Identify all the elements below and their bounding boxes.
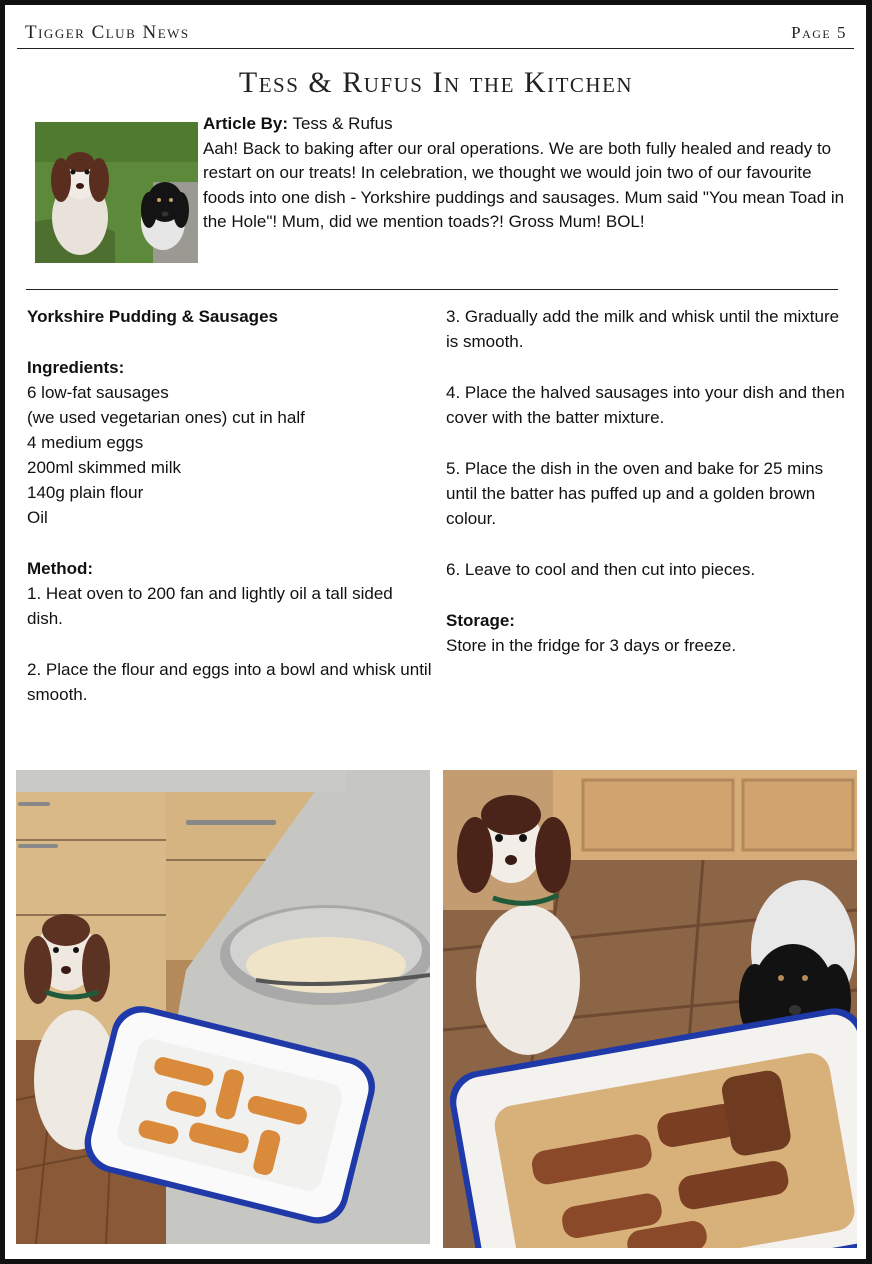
method-step: 1. Heat oven to 200 fan and lightly oil a tall sided dish. [27, 584, 393, 628]
storage-heading: Storage: [446, 611, 515, 630]
ingredient-item: 140g plain flour [27, 483, 144, 502]
author-photo-dogs [35, 122, 198, 263]
photo-dog-with-sausages [16, 770, 430, 1244]
ingredient-item: Oil [27, 508, 48, 527]
recipe-column-left [27, 304, 432, 733]
method-heading: Method: [27, 559, 94, 578]
running-header [25, 22, 847, 44]
intro-text: Aah! Back to baking after our oral operations. We are both fully healed and ready to restart on our treats! In celebration, we thought we would join two of our favourite foods into one dish - Yorkshire puddings and sausages. Mum said "You mean Toad in the Hole"! Mum, did we mention toads?! Gross Mum! BOL! [203, 138, 845, 231]
storage-text: Store in the fridge for 3 days or freeze. [446, 636, 737, 655]
article-intro [203, 112, 853, 235]
article-title: Tess & Rufus In the Kitchen [238, 66, 634, 99]
byline-label: Article By: [203, 114, 289, 133]
method-step: 2. Place the flour and eggs into a bowl and whisk until smooth. [27, 660, 432, 704]
method-step: 3. Gradually add the milk and whisk until the mixture is smooth. [446, 307, 840, 351]
method-step: 4. Place the halved sausages into your dish and then cover with the batter mixture. [446, 383, 845, 427]
photo-dogs-with-toad-in-the-hole [443, 770, 857, 1248]
header-divider [17, 48, 854, 49]
ingredient-item: 6 low-fat sausages [27, 383, 169, 402]
recipe-title: Yorkshire Pudding & Sausages [27, 307, 278, 326]
recipe-column-right [446, 304, 846, 684]
ingredients-heading: Ingredients: [27, 358, 125, 377]
ingredient-item: 4 medium eggs [27, 433, 144, 452]
newsletter-name: Tigger Club News [25, 22, 190, 43]
ingredient-item: 200ml skimmed milk [27, 458, 181, 477]
method-step: 6. Leave to cool and then cut into pieces. [446, 560, 756, 579]
section-divider [26, 289, 838, 290]
page-number: Page 5 [791, 23, 847, 42]
method-step: 5. Place the dish in the oven and bake for 25 mins until the batter has puffed up and a golden brown colour. [446, 459, 824, 528]
ingredient-item: (we used vegetarian ones) cut in half [27, 408, 305, 427]
byline-author: Tess & Rufus [288, 114, 393, 133]
